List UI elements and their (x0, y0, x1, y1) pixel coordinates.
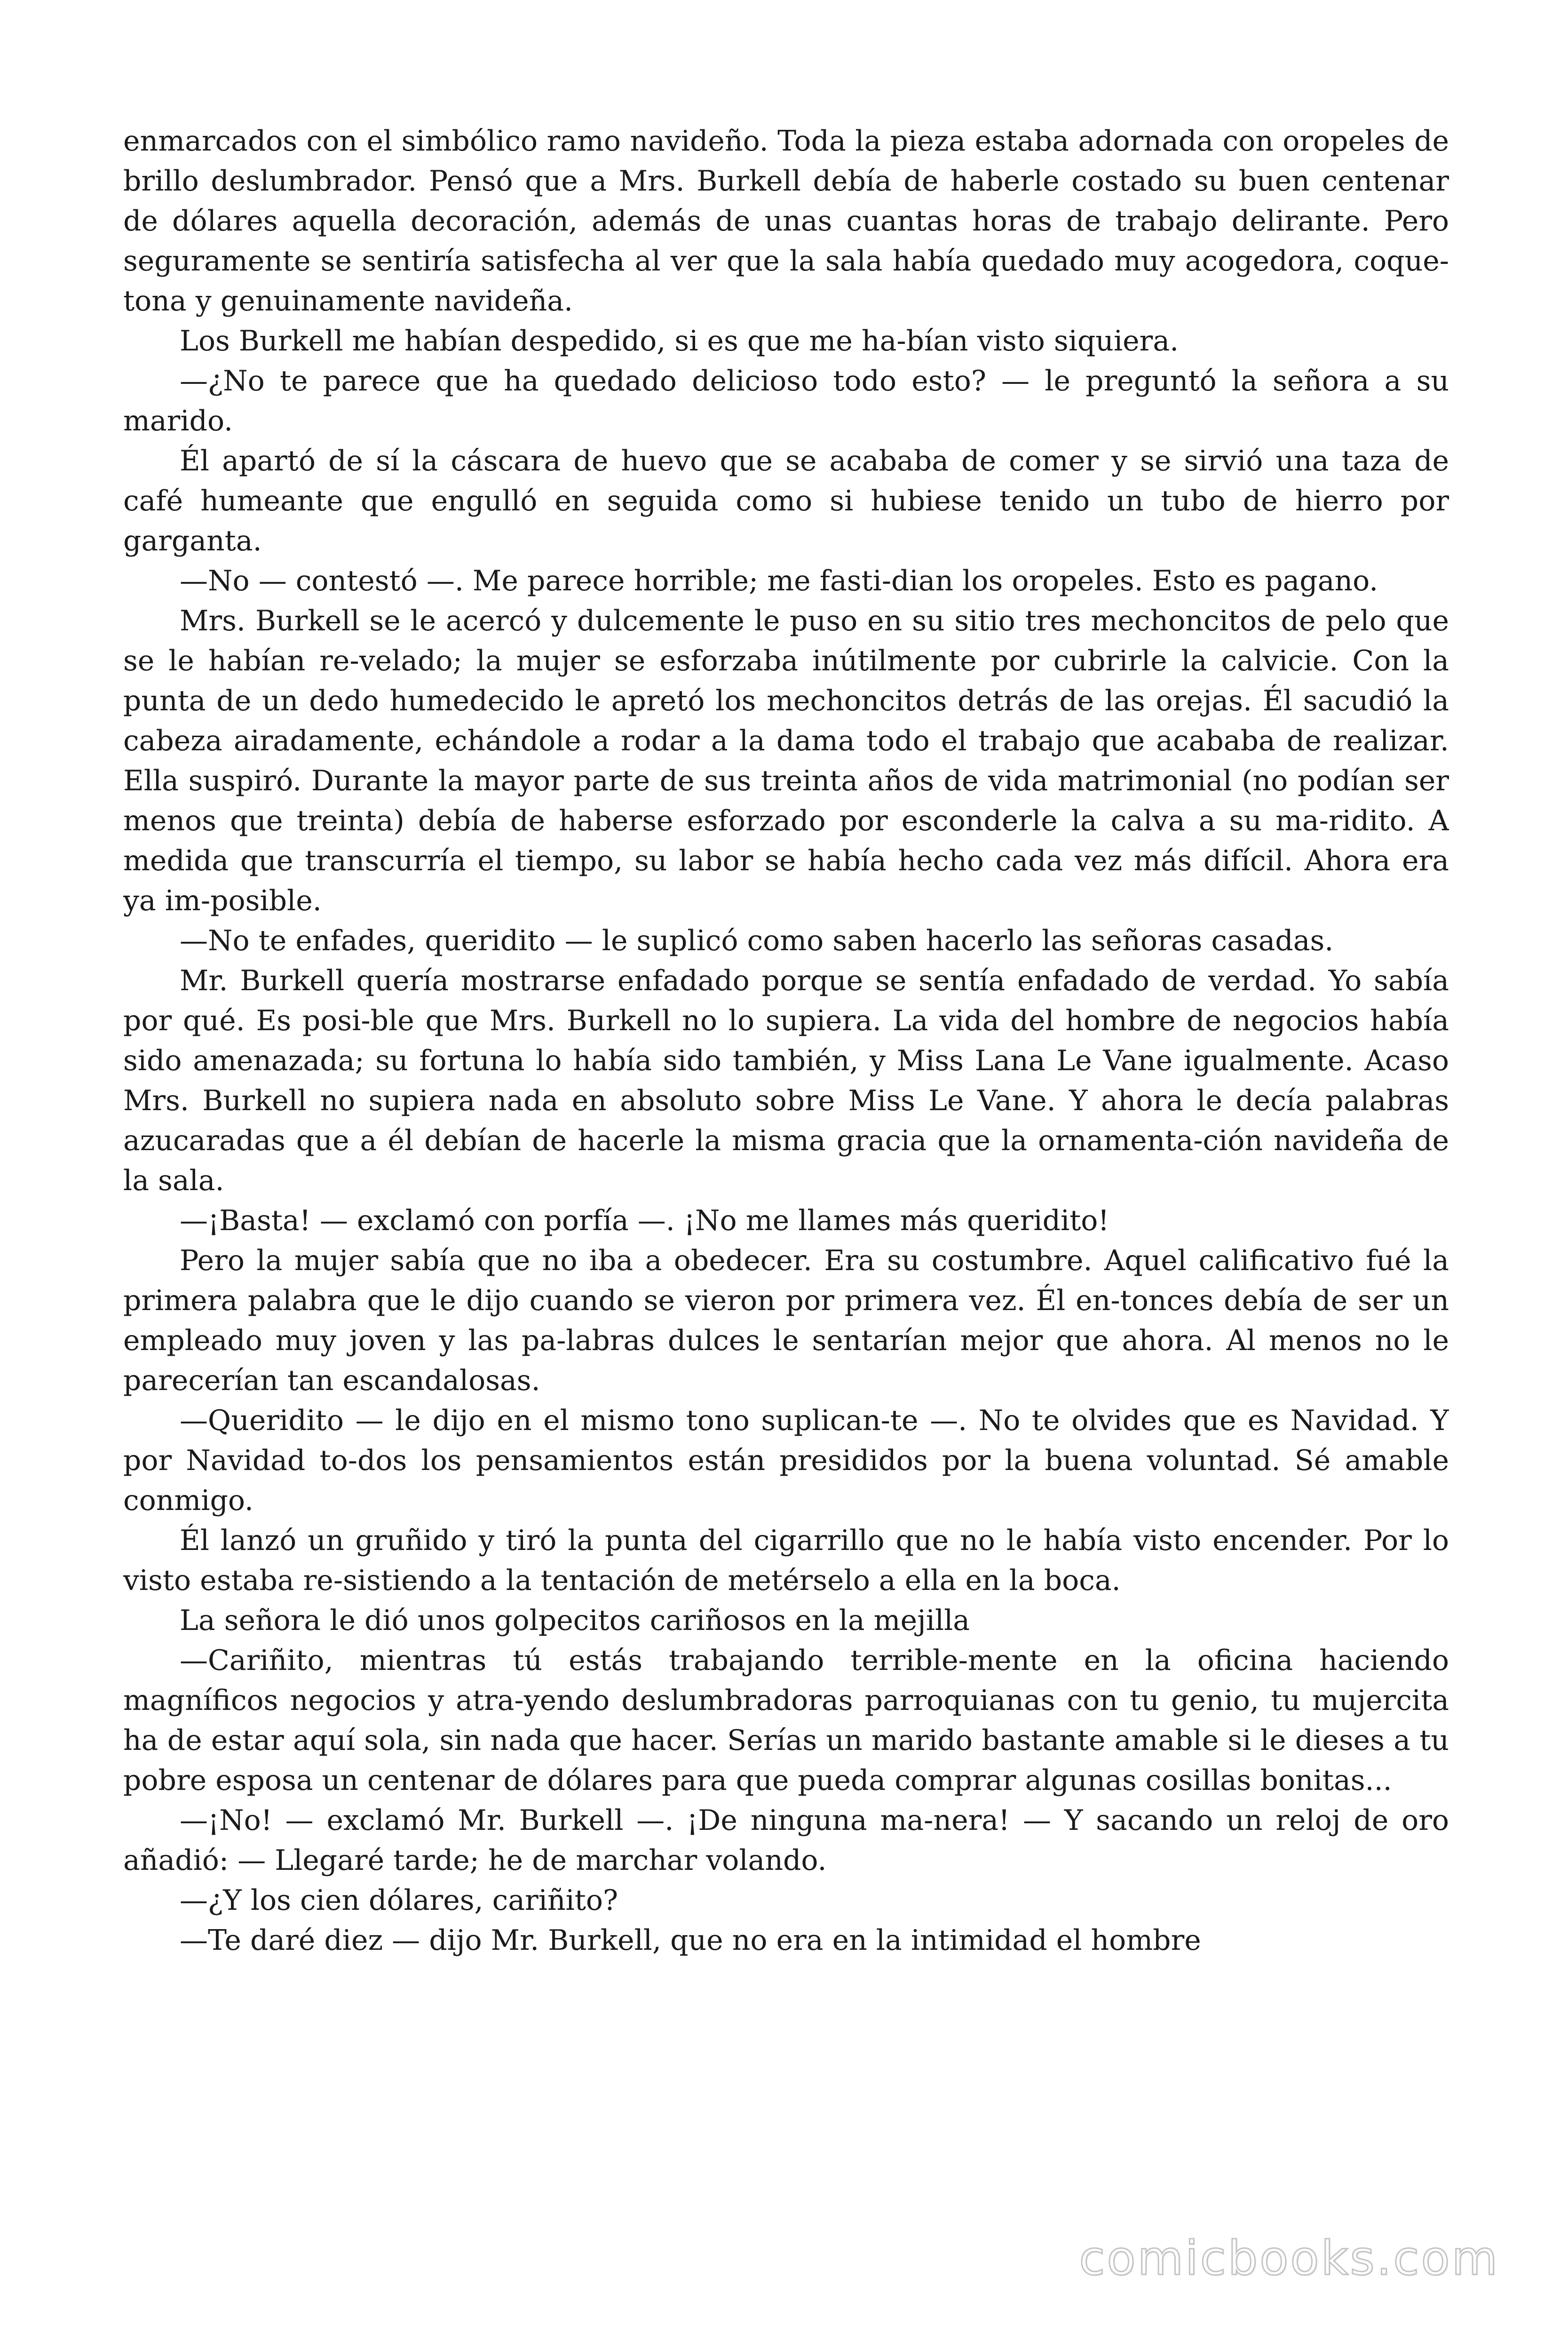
paragraph: —No — contestó —. Me parece horrible; me fasti-dian los oropeles. Esto es pagano. (180, 564, 1378, 597)
page-text-body (123, 121, 1449, 2191)
paragraph: —Queridito — le dijo en el mismo tono suplican-te —. No te olvides que es Navidad. Y por Navidad to-dos los pensamientos están presididos por la buena voluntad. Sé amable conmigo. (123, 1404, 1449, 1517)
paragraph: —No te enfades, queridito — le suplicó como saben hacerlo las señoras casadas. (180, 924, 1334, 957)
paragraph: La señora le dió unos golpecitos cariñosos en la mejilla (180, 1604, 970, 1637)
paragraph: Mrs. Burkell se le acercó y dulcemente le puso en su sitio tres mechoncitos de pelo que se le habían re-velado; la mujer se esforzaba inútilmente por cubrirle la calvicie. Con la punta de un dedo humedecido le apretó los mechoncitos detrás de las orejas. Él sacudió la cabeza airadamente, echándole a rodar a la dama todo el trabajo que acababa de realizar. Ella suspiró. Durante la mayor parte de sus treinta años de vida matrimonial (no podían ser menos que treinta) debía de haberse esforzado por esconderle la calva a su ma-ridito. A medida que transcurría el tiempo, su labor se había hecho cada vez más difícil. Ahora era ya im-posible. (123, 604, 1449, 917)
paragraph: —Cariñito, mientras tú estás trabajando terrible-mente en la oficina haciendo magníficos negocios y atra-yendo deslumbradoras parroquianas con tu genio, tu mujercita ha de estar aquí sola, sin nada que hacer. Serías un marido bastante amable si le dieses a tu pobre esposa un centenar de dólares para que pueda comprar algunas cosillas bonitas... (123, 1644, 1449, 1797)
paragraph: enmarcados con el simbólico ramo navideño. Toda la pieza estaba adornada con oropeles de brillo deslumbrador. Pensó que a Mrs. Burkell debía de haberle costado su buen centenar de dólares aquella decoración, además de unas cuantas horas de trabajo delirante. Pero seguramente se sentiría satisfecha al ver que la sala había quedado muy acogedora, coque-tona y genuinamente navideña. (123, 125, 1449, 318)
paragraph: —¡Basta! — exclamó con porfía —. ¡No me llames más queridito! (180, 1204, 1109, 1237)
paragraph: Mr. Burkell quería mostrarse enfadado porque se sentía enfadado de verdad. Yo sabía por qué. Es posi-ble que Mrs. Burkell no lo supiera. La vida del hombre de negocios había sido amenazada; su fortuna lo había sido también, y Miss Lana Le Vane igualmente. Acaso Mrs. Burkell no supiera nada en absoluto sobre Miss Le Vane. Y ahora le decía palabras azucaradas que a él debían de hacerle la misma gracia que la ornamenta-ción navideña de la sala. (123, 964, 1449, 1197)
paragraph: —¿Y los cien dólares, cariñito? (180, 1884, 618, 1917)
paragraph: —¡No! — exclamó Mr. Burkell —. ¡De ninguna ma-nera! — Y sacando un reloj de oro añadió: — Llegaré tarde; he de marchar volando. (123, 1804, 1449, 1877)
paragraph: Pero la mujer sabía que no iba a obedecer. Era su costumbre. Aquel calificativo fué la primera palabra que le dijo cuando se vieron por primera vez. Él en-tonces debía de ser un empleado muy joven y las pa-labras dulces le sentarían mejor que ahora. Al menos no le parecerían tan escandalosas. (123, 1244, 1449, 1397)
paragraph: —¿No te parece que ha quedado delicioso todo esto? — le preguntó la señora a su marido. (123, 365, 1449, 437)
watermark-logo: comicbooks.com (1079, 2231, 1499, 2286)
paragraph: —Te daré diez — dijo Mr. Burkell, que no era en la intimidad el hombre (180, 1924, 1201, 1957)
paragraph: Los Burkell me habían despedido, si es que me ha-bían visto siquiera. (180, 325, 1179, 358)
paragraph: Él apartó de sí la cáscara de huevo que se acababa de comer y se sirvió una taza de café humeante que engulló en seguida como si hubiese tenido un tubo de hierro por garganta. (123, 445, 1449, 557)
paragraph: Él lanzó un gruñido y tiró la punta del cigarrillo que no le había visto encender. Por lo visto estaba re-sistiendo a la tentación de metérselo a ella en la boca. (123, 1524, 1449, 1597)
